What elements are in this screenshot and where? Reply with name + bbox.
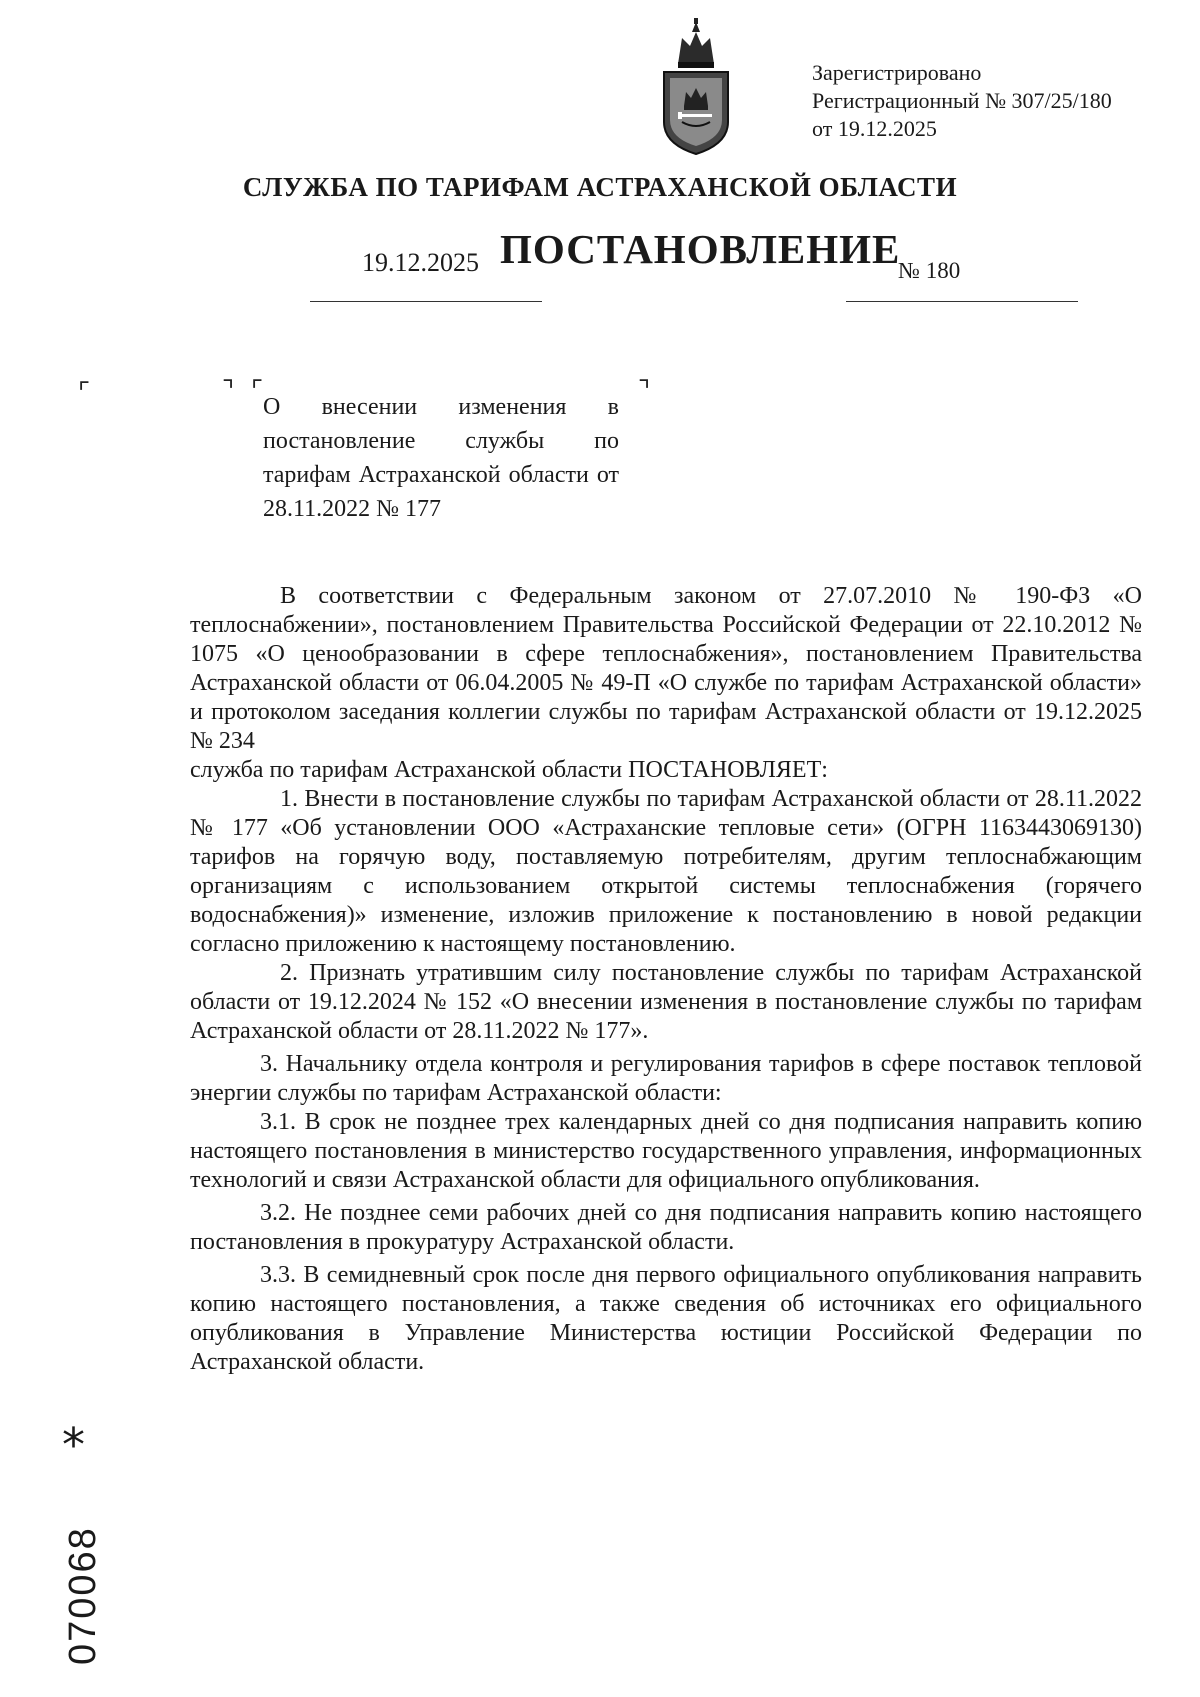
item-2: 2. Признать утратившим силу постановление службы по тарифам Астраханской области от 19.12.2024 № 152 «О внесении изменения в постановление службы по тарифам Астраханской области от 28.11.2022 № 177». [190,960,1142,1044]
document-body [190,582,1142,1377]
item-3-1: 3.1. В срок не позднее трех календарных дней со дня подписания направить копию настоящего постановления в министерство государственного управления, информационных технологий и связи Астраханской области для официального опубликования. [190,1109,1142,1193]
margin-star-mark: * [62,1418,85,1472]
corner-mark-left: ⌜ [78,378,91,408]
date-underline [310,301,542,302]
decree-line: служба по тарифам Астраханской области ПОСТАНОВЛЯЕТ: [190,757,828,783]
item-3: 3. Начальнику отдела контроля и регулирования тарифов в сфере поставок тепловой энергии службы по тарифам Астраханской области: [190,1051,1142,1106]
item-1: 1. Внести в постановление службы по тарифам Астраханской области от 28.11.2022 № 177 «Об установлении ООО «Астраханские тепловые сети» (ОГРН 1163443069130) тарифов на горячую воду, поставляемую потребителям, другим теплоснабжающим организациям с использованием открытой системы теплоснабжения (горячего водоснабжения)» изменение, изложив приложение к постановлению в новой редакции согласно приложению к настоящему постановлению. [190,786,1142,957]
item-3-3: 3.3. В семидневный срок после дня первого официального опубликования направить копию настоящего постановления, а также сведения об источниках его официального опубликования в Управление Министерства юстиции Российской Федерации по Астраханской области. [190,1262,1142,1375]
corner-mark-right: ⌝ [222,376,235,406]
preamble-paragraph: В соответствии с Федеральным законом от 27.07.2010 № 190-ФЗ «О теплоснабжении», постановлением Правительства Российской Федерации от 22.10.2012 № 1075 «О ценообразовании в сфере теплоснабжения», постановлением Правительства Астраханской области от 06.04.2005 № 49-П «О службе по тарифам Астраханской области» и протоколом заседания коллегии службы по тарифам Астраханской области от 19.12.2025 № 234 [190,583,1142,754]
organization-title: СЛУЖБА ПО ТАРИФАМ АСТРАХАНСКОЙ ОБЛАСТИ [242,172,958,202]
document-subject: О внесении изменения в постановление службы по тарифам Астраханской области от 28.11.2022 № 177 [263,394,619,522]
registration-date: от 19.12.2025 [812,116,937,141]
number-underline [846,301,1078,302]
document-date: 19.12.2025 [362,248,479,277]
document-type: ПОСТАНОВЛЕНИЕ [500,226,901,272]
item-3-2: 3.2. Не позднее семи рабочих дней со дня подписания направить копию настоящего постановления в прокуратуру Астраханской области. [190,1200,1142,1255]
registration-status: Зарегистрировано [812,60,982,85]
registration-number: Регистрационный № 307/25/180 [812,88,1112,113]
corner-mark-subject-left: ⌜ [251,376,264,406]
margin-document-code: 070068 [62,1526,104,1665]
document-number: № 180 [898,258,961,283]
coat-of-arms-icon [656,18,736,158]
corner-mark-subject-right: ⌝ [638,376,651,406]
